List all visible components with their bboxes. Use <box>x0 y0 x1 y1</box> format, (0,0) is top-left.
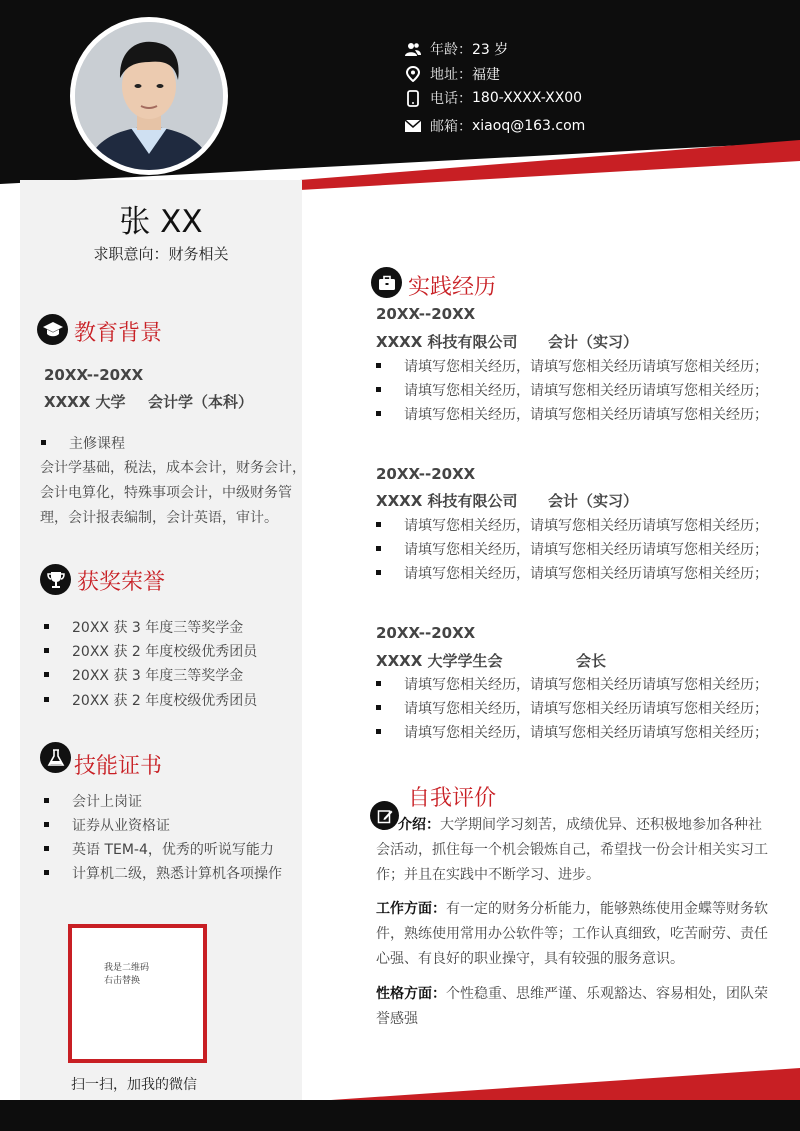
email-label: 邮箱： <box>430 119 472 135</box>
age-row <box>404 38 508 60</box>
skill-item: 英语 TEM-4，优秀的听说写能力 <box>72 839 274 859</box>
location-pin-icon <box>404 65 422 83</box>
self-eval-work: 工作方面：有一定的财务分析能力，能够熟练使用金蝶等财务软件，熟练使用常用办公软件等；工作认真细致，吃苦耐劳、责任心强、有良好的职业操守，具有较强的服务意识。 <box>376 901 768 967</box>
email-row <box>404 115 585 137</box>
awards-title: 获奖荣誉 <box>77 570 166 595</box>
age-value: 23 岁 <box>472 42 509 58</box>
skill-item: 计算机二级，熟悉计算机各项操作 <box>72 863 282 883</box>
mail-icon <box>404 117 422 135</box>
footer-red-stripe <box>302 1068 800 1102</box>
skills-title: 技能证书 <box>74 754 163 779</box>
footer-bar <box>0 1100 800 1131</box>
self-eval-personality: 性格方面：个性稳重、思维严谨、乐观豁达、容易相处，团队荣誉感强 <box>376 986 768 1027</box>
experience-role: 会计（实习） <box>548 333 639 351</box>
award-item: 20XX 获 3 年度三等奖学金 <box>72 665 243 685</box>
experience-item: 请填写您相关经历，请填写您相关经历请填写您相关经历； <box>404 674 768 694</box>
experience-item: 请填写您相关经历，请填写您相关经历请填写您相关经历； <box>404 404 768 424</box>
experience-item: 请填写您相关经历，请填写您相关经历请填写您相关经历； <box>404 380 768 400</box>
award-item: 20XX 获 2 年度校级优秀团员 <box>72 690 257 710</box>
phone-label: 电话： <box>430 91 472 107</box>
experience-org: XXXX 科技有限公司 <box>376 333 518 351</box>
experience-role: 会计（实习） <box>548 492 639 510</box>
address-row <box>404 63 500 85</box>
courses-line: 会计电算化，特殊事项会计，中级财务管 <box>40 485 292 501</box>
courses-label: 主修课程 <box>69 433 125 453</box>
experience-role: 会长 <box>576 652 607 670</box>
skill-item: 证券从业资格证 <box>72 815 170 835</box>
phone-row <box>404 87 582 109</box>
email-value: xiaoq@163.com <box>472 118 586 134</box>
experience-item: 请填写您相关经历，请填写您相关经历请填写您相关经历； <box>404 515 768 535</box>
experience-item: 请填写您相关经历，请填写您相关经历请填写您相关经历； <box>404 356 768 376</box>
education-school: XXXX 大学 <box>44 393 126 411</box>
experience-item: 请填写您相关经历，请填写您相关经历请填写您相关经历； <box>404 698 768 718</box>
phone-value: 180-XXXX-XX00 <box>472 90 583 106</box>
age-label: 年龄： <box>430 42 472 58</box>
self-eval-title: 自我评价 <box>408 786 497 811</box>
flask-icon <box>40 742 71 773</box>
experience-period: 20XX--20XX <box>376 465 476 483</box>
candidate-name: 张 XX <box>119 204 203 240</box>
skill-item: 会计上岗证 <box>72 791 142 811</box>
address-value: 福建 <box>472 67 500 83</box>
courses-line: 理，会计报表编制，会计英语，审计。 <box>40 510 278 526</box>
experience-item: 请填写您相关经历，请填写您相关经历请填写您相关经历； <box>404 563 768 583</box>
courses-line: 会计学基础，税法，成本会计，财务会计， <box>40 460 306 476</box>
briefcase-icon <box>371 267 402 298</box>
education-major: 会计学（本科） <box>148 393 254 411</box>
experience-org: XXXX 科技有限公司 <box>376 492 518 510</box>
avatar <box>75 22 223 170</box>
user-icon <box>404 40 422 58</box>
qr-placeholder-text: 我是二维码 右击替换 <box>104 963 150 986</box>
experience-period: 20XX--20XX <box>376 624 476 642</box>
address-label: 地址： <box>430 67 472 83</box>
experience-org: XXXX 大学学生会 <box>376 652 503 670</box>
experience-title: 实践经历 <box>408 275 497 300</box>
education-title: 教育背景 <box>74 321 163 346</box>
experience-item: 请填写您相关经历，请填写您相关经历请填写您相关经历； <box>404 722 768 742</box>
trophy-icon <box>40 564 71 595</box>
job-intent: 求职意向：财务相关 <box>93 245 229 263</box>
award-item: 20XX 获 3 年度三等奖学金 <box>72 617 243 637</box>
experience-item: 请填写您相关经历，请填写您相关经历请填写您相关经历； <box>404 539 768 559</box>
award-item: 20XX 获 2 年度校级优秀团员 <box>72 641 257 661</box>
self-eval-intro: 介绍：大学期间学习刻苦，成绩优异、还积极地参加各种社会活动，抓住每一个机会锻炼自己，希望找一份会计相关实习工作；并且在实践中不断学习、进步。 <box>376 817 768 883</box>
graduation-cap-icon <box>37 314 68 345</box>
phone-icon <box>404 89 422 107</box>
experience-period: 20XX--20XX <box>376 305 476 323</box>
qr-code-placeholder[interactable] <box>68 924 207 1063</box>
education-period: 20XX--20XX <box>44 366 144 384</box>
qr-caption: 扫一扫，加我的微信 <box>71 1077 197 1093</box>
